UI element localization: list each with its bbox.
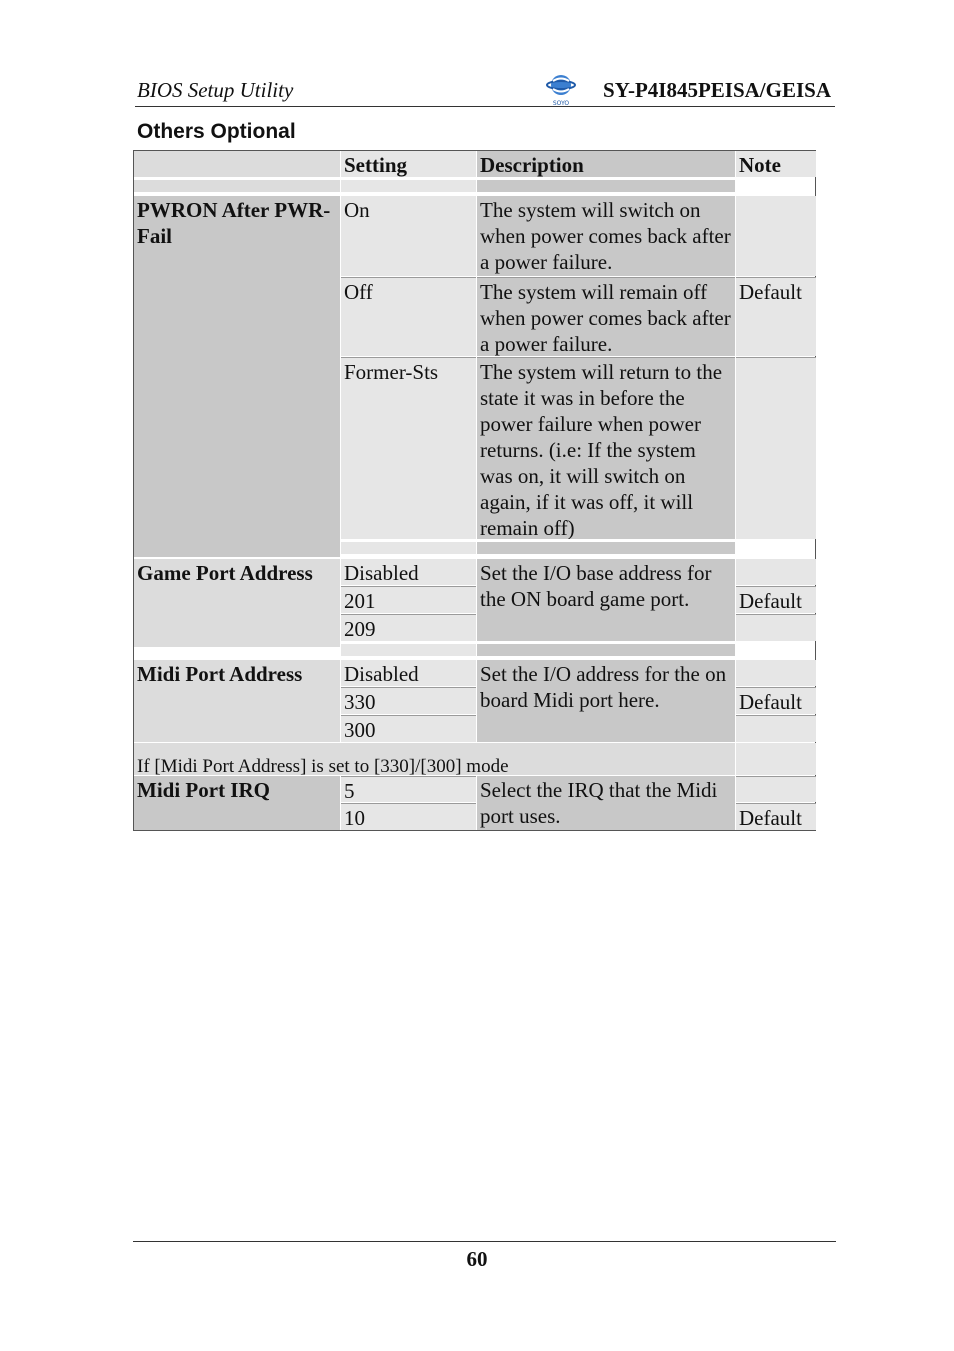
page-header: [135, 72, 835, 107]
midi-port-setting-330: 330: [341, 687, 476, 714]
midi-condition-note: If [Midi Port Address] is set to [330]/[300] mode: [134, 743, 735, 775]
header-title: BIOS Setup Utility: [137, 78, 294, 102]
midi-irq-note-1: Default: [736, 803, 816, 830]
midi-port-setting-300: 300: [341, 715, 476, 742]
pwron-desc-former: The system will return to the state it was in before the power failure when power returns. (i.e: If the system was on, it will switch on again, if it was off, it will remain off): [477, 357, 735, 539]
svg-text:SOYO: SOYO: [552, 100, 570, 106]
pwron-label: PWRON After PWR-Fail: [134, 196, 340, 557]
game-port-setting-209: 209: [341, 614, 476, 641]
soyo-logo-icon: [545, 72, 577, 106]
midi-irq-note-0: [736, 776, 816, 802]
header-setting: Setting: [341, 151, 476, 177]
pwron-setting-off: Off: [341, 277, 476, 356]
header-description: Description: [477, 151, 735, 177]
spacer-cell: [341, 644, 476, 656]
header-empty-cell: [134, 151, 340, 177]
spacer-cell: [134, 180, 340, 192]
game-port-setting-disabled: Disabled: [341, 559, 476, 585]
section-title: Others Optional: [137, 120, 296, 143]
condition-note-empty: [736, 743, 816, 775]
pwron-desc-off: The system will remain off when power comes back after a power failure.: [477, 277, 735, 356]
pwron-note-off: Default: [736, 277, 816, 356]
spacer-cell: [477, 180, 735, 192]
spacer-cell: [341, 180, 476, 192]
midi-port-setting-disabled: Disabled: [341, 660, 476, 686]
spacer-cell: [477, 542, 735, 554]
footer-rule: [133, 1241, 836, 1242]
game-port-setting-201: 201: [341, 586, 476, 613]
midi-irq-setting-5: 5: [341, 776, 476, 802]
midi-port-description: Set the I/O address for the on board Midi port here.: [477, 660, 735, 742]
game-port-note-0: [736, 559, 816, 585]
pwron-note-on: [736, 196, 816, 276]
options-table: [133, 150, 816, 831]
pwron-setting-former: Former-Sts: [341, 357, 476, 539]
midi-irq-setting-10: 10: [341, 803, 476, 830]
header-model: SY-P4I845PEISA/GEISA: [603, 78, 831, 102]
pwron-setting-on: On: [341, 196, 476, 276]
midi-port-note-0: [736, 660, 816, 686]
pwron-note-former: [736, 357, 816, 539]
midi-irq-description: Select the IRQ that the Midi port uses.: [477, 776, 735, 830]
game-port-note-1: Default: [736, 586, 816, 613]
page-number: 60: [466, 1247, 488, 1271]
midi-port-label: Midi Port Address: [134, 660, 340, 742]
game-port-label: Game Port Address: [134, 559, 340, 647]
header-note: Note: [736, 151, 816, 177]
game-port-description: Set the I/O base address for the ON board game port.: [477, 559, 735, 641]
midi-port-note-1: Default: [736, 687, 816, 714]
midi-port-note-2: [736, 715, 816, 742]
game-port-note-2: [736, 614, 816, 641]
midi-irq-label: Midi Port IRQ: [134, 776, 340, 830]
pwron-desc-on: The system will switch on when power comes back after a power failure.: [477, 196, 735, 276]
spacer-cell: [341, 542, 476, 554]
spacer-cell: [477, 644, 735, 656]
